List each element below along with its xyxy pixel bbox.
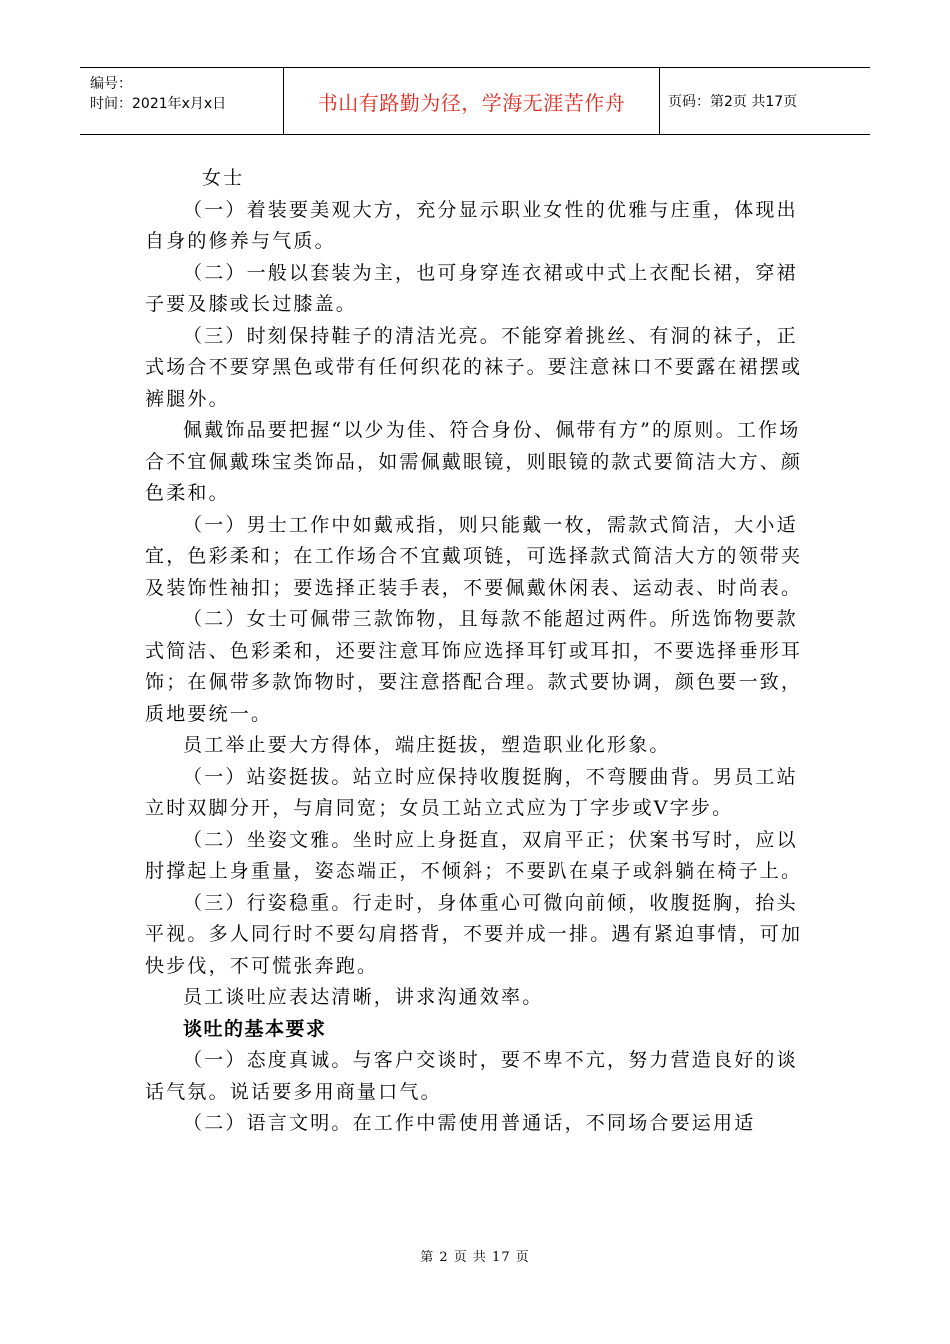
paragraph: （二）女士可佩带三款饰物，且每款不能超过两件。所选饰物要款式简洁、色彩柔和，还要注意耳饰应选择耳钉或耳扣，不要选择垂形耳饰；在佩带多款饰物时，要注意搭配合理。款式要协调，颜色要一致，质地要统一。 <box>145 608 803 725</box>
motto-text: 书山有路勤为径，学海无涯苦作舟 <box>317 90 626 115</box>
page-header <box>80 67 870 135</box>
paragraph: 员工举止要大方得体，端庄挺拔，塑造职业化形象。 <box>183 734 671 756</box>
paragraph: （一）态度真诚。与客户交谈时，要不卑不亢，努力营造良好的谈话气氛。说话要多用商量口气。 <box>145 1049 798 1103</box>
paragraph: （二）坐姿文雅。坐时应上身挺直，双肩平正；伏案书写时，应以肘撑起上身重量，姿态端正，不倾斜；不要趴在桌子或斜躺在椅子上。 <box>145 828 803 882</box>
footer-page-number: 第 2 页 共 17 页 <box>420 1250 530 1265</box>
page-footer <box>0 1246 950 1265</box>
paragraph: （三）时刻保持鞋子的清洁光亮。不能穿着挑丝、有洞的袜子，正式场合不要穿黑色或带有任何织花的袜子。要注意袜口不要露在裙摆或裤腿外。 <box>145 324 803 410</box>
paragraph: （一）站姿挺拔。站立时应保持收腹挺胸，不弯腰曲背。男员工站立时双脚分开，与肩同宽；女员工站立式应为丁字步或V字步。 <box>145 765 798 819</box>
paragraph: （一）男士工作中如戴戒指，则只能戴一枚，需款式简洁，大小适宜，色彩柔和；在工作场合不宜戴项链，可选择款式简洁大方的领带夹及装饰性袖扣；要选择正装手表，不要佩戴休闲表、运动表、时尚表。 <box>145 513 803 599</box>
section-title-women: 女士 <box>202 167 245 189</box>
header-meta-cell <box>80 68 284 134</box>
paragraph: 员工谈吐应表达清晰，讲求沟通效率。 <box>183 986 544 1008</box>
paragraph: 佩戴饰品要把握“以少为佳、符合身份、佩带有方”的原则。工作场合不宜佩戴珠宝类饰品，如需佩戴眼镜，则眼镜的款式要简洁大方、颜色柔和。 <box>145 419 803 504</box>
paragraph: （二）一般以套装为主，也可身穿连衣裙或中式上衣配长裙，穿裙子要及膝或长过膝盖。 <box>145 261 798 315</box>
number-label: 编号： <box>90 76 132 92</box>
paragraph: （一）着装要美观大方，充分显示职业女性的优雅与庄重，体现出自身的修养与气质。 <box>145 198 798 252</box>
header-page-info: 页码：第2页 共17页 <box>668 94 798 110</box>
header-page-cell <box>660 68 870 134</box>
paragraph: （三）行姿稳重。行走时，身体重心可微向前倾，收腹挺胸，抬头平视。多人同行时不要勾肩搭背，不要并成一排。遇有紧迫事情，可加快步伐，不可慌张奔跑。 <box>145 891 803 977</box>
document-body <box>145 163 810 1140</box>
date-label: 时间：2021年x月x日 <box>90 96 227 112</box>
paragraph: （二）语言文明。在工作中需使用普通话，不同场合要运用适 <box>183 1112 756 1134</box>
section-heading-speech: 谈吐的基本要求 <box>183 1017 327 1040</box>
header-motto-cell <box>284 68 660 134</box>
